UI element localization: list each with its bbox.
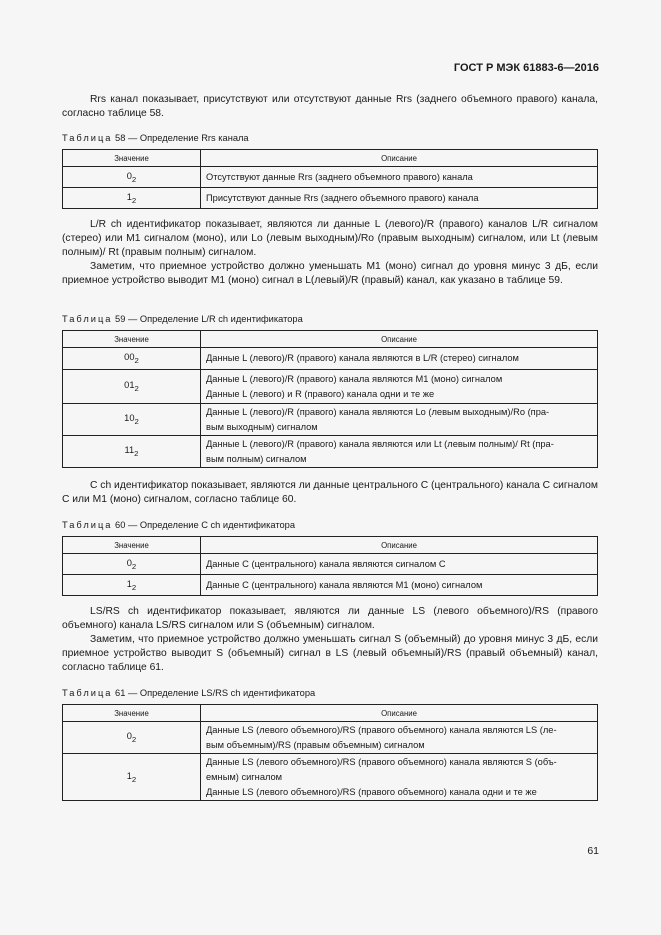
description-cell	[201, 436, 598, 468]
value-cell	[63, 436, 201, 468]
description-line: Отсутствуют данные Rrs (заднего объемного правого) канала	[206, 171, 473, 182]
column-header-description: Описание	[201, 537, 598, 554]
description-cell	[201, 404, 598, 436]
description-line: Данные L (левого) и R (правого) канала одни и те же	[206, 388, 435, 399]
table-row	[63, 722, 598, 754]
table-61	[62, 704, 598, 801]
table-59-caption	[62, 314, 303, 324]
caption-prefix: Таблица	[62, 520, 113, 530]
value-subscript: 2	[131, 582, 137, 592]
value-cell	[63, 722, 201, 754]
table-61-caption	[62, 688, 315, 698]
table-row	[63, 167, 598, 188]
value-cell	[63, 188, 201, 209]
table-59	[62, 330, 598, 468]
value-subscript: 2	[131, 734, 137, 744]
caption-prefix: Таблица	[62, 314, 113, 324]
table-58-caption	[62, 133, 249, 143]
value-text: 1	[126, 578, 132, 589]
paragraph-c-ch: C ch идентификатор показывает, являются ли данные центрального C (центрального) канала C сигналом C или M1 (моно) сигналом, согласно таблице 60.	[62, 480, 598, 505]
caption-title: 58 — Определение Rrs канала	[112, 133, 249, 143]
description-line: Данные LS (левого объемного)/RS (правого объемного) канала одни и те же	[206, 786, 537, 797]
paragraph-lsrs-ch: LS/RS ch идентификатор показывает, являются ли данные LS (левого объемного)/RS (правого объемного) канала LS/RS сигналом или S (объемным) сигналом.	[62, 606, 598, 631]
description-line: Данные C (центрального) канала являются M1 (моно) сигналом	[206, 579, 483, 590]
paragraph-lsrs-note: Заметим, что приемное устройство должно уменьшать сигнал S (объемный) до уровня минус 3 дБ, если приемное устройство выводит S (объемный) сигнал в LS (левый объемный)/RS (правый объемный) канал, согласно таблице 61.	[62, 634, 598, 673]
description-cell	[201, 188, 598, 209]
description-line: вым объемным)/RS (правым объемным) сигналом	[206, 739, 425, 750]
caption-title: 61 — Определение LS/RS ch идентификатора	[112, 688, 316, 698]
column-header-value: Значение	[63, 150, 201, 167]
description-cell	[201, 348, 598, 370]
caption-title: 59 — Определение L/R ch идентификатора	[112, 314, 303, 324]
column-header-value: Значение	[63, 331, 201, 348]
value-subscript: 2	[134, 355, 139, 365]
paragraph-lr-ch: L/R ch идентификатор показывает, являются ли данные L (левого)/R (правого) каналов L/R сигналом (стерео) или M1 сигналом (моно), или Lo (левым выходным)/Ro (правым выходным) сигналом, или Lt (левым полным)/ Rt (правым полным) сигналом.	[62, 219, 598, 258]
table-row	[63, 436, 598, 468]
description-cell	[201, 554, 598, 575]
value-subscript: 2	[131, 774, 137, 784]
description-line: Данные LS (левого объемного)/RS (правого объемного) канала являются S (объ-	[206, 756, 557, 767]
description-line: Данные L (левого)/R (правого) канала являются M1 (моно) сигналом	[206, 373, 503, 384]
value-subscript: 2	[134, 448, 139, 458]
paragraph-lr-note: Заметим, что приемное устройство должно уменьшать M1 (моно) сигнал до уровня минус 3 дБ, если приемное устройство выводит M1 (моно) сигнал в L(левый)/R (правый) канал, как указано в таблице 59.	[62, 261, 598, 286]
description-line: Данные L (левого)/R (правого) канала являются Lo (левым выходным)/Ro (пра-	[206, 406, 550, 417]
table-row	[63, 754, 598, 801]
description-cell	[201, 754, 598, 801]
value-text: 1	[126, 191, 132, 202]
column-header-description: Описание	[201, 150, 598, 167]
value-cell	[63, 348, 201, 370]
table-row	[63, 370, 598, 404]
value-text: 10	[124, 413, 135, 424]
table-60	[62, 536, 598, 596]
description-cell	[201, 370, 598, 404]
description-line: Данные C (центрального) канала являются сигналом C	[206, 558, 446, 569]
description-line: вым выходным) сигналом	[206, 421, 318, 432]
column-header-description: Описание	[201, 705, 598, 722]
column-header-description: Описание	[201, 331, 598, 348]
value-text: 01	[124, 380, 135, 391]
table-row	[63, 554, 598, 575]
table-58	[62, 149, 598, 209]
caption-prefix: Таблица	[62, 133, 113, 143]
description-line: Данные L (левого)/R (правого) канала являются в L/R (стерео) сигналом	[206, 353, 519, 363]
value-text: 11	[124, 445, 135, 456]
caption-prefix: Таблица	[62, 688, 113, 698]
value-text: 00	[124, 352, 135, 363]
value-subscript: 2	[131, 174, 137, 184]
page-number: 61	[587, 845, 599, 857]
value-cell	[63, 575, 201, 596]
table-60-caption	[62, 520, 295, 530]
document-id: ГОСТ Р МЭК 61883-6—2016	[453, 62, 599, 74]
value-subscript: 2	[131, 561, 137, 571]
description-cell	[201, 575, 598, 596]
caption-title: 60 — Определение C ch идентификатора	[112, 520, 296, 530]
description-line: Данные LS (левого объемного)/RS (правого объемного) канала являются LS (ле-	[206, 724, 557, 735]
value-text: 0	[126, 731, 132, 742]
table-row	[63, 575, 598, 596]
value-subscript: 2	[131, 195, 137, 205]
column-header-value: Значение	[63, 705, 201, 722]
value-cell	[63, 754, 201, 801]
value-cell	[63, 554, 201, 575]
table-row	[63, 404, 598, 436]
value-subscript: 2	[134, 383, 139, 393]
table-row	[63, 188, 598, 209]
description-line: вым полным) сигналом	[206, 453, 307, 464]
description-line: Присутствуют данные Rrs (заднего объемного правого) канала	[206, 192, 479, 203]
value-text: 1	[126, 770, 132, 781]
value-subscript: 2	[134, 416, 139, 426]
description-cell	[201, 722, 598, 754]
value-text: 0	[126, 170, 132, 181]
value-cell	[63, 370, 201, 404]
value-cell	[63, 404, 201, 436]
table-row	[63, 348, 598, 370]
column-header-value: Значение	[63, 537, 201, 554]
description-line: емным) сигналом	[206, 771, 283, 782]
value-text: 0	[126, 557, 132, 568]
description-cell	[201, 167, 598, 188]
value-cell	[63, 167, 201, 188]
paragraph-rrs: Rrs канал показывает, присутствуют или отсутствуют данные Rrs (заднего объемного правого) канала, согласно таблице 58.	[62, 94, 598, 119]
description-line: Данные L (левого)/R (правого) канала являются или Lt (левым полным)/ Rt (пра-	[206, 438, 554, 449]
